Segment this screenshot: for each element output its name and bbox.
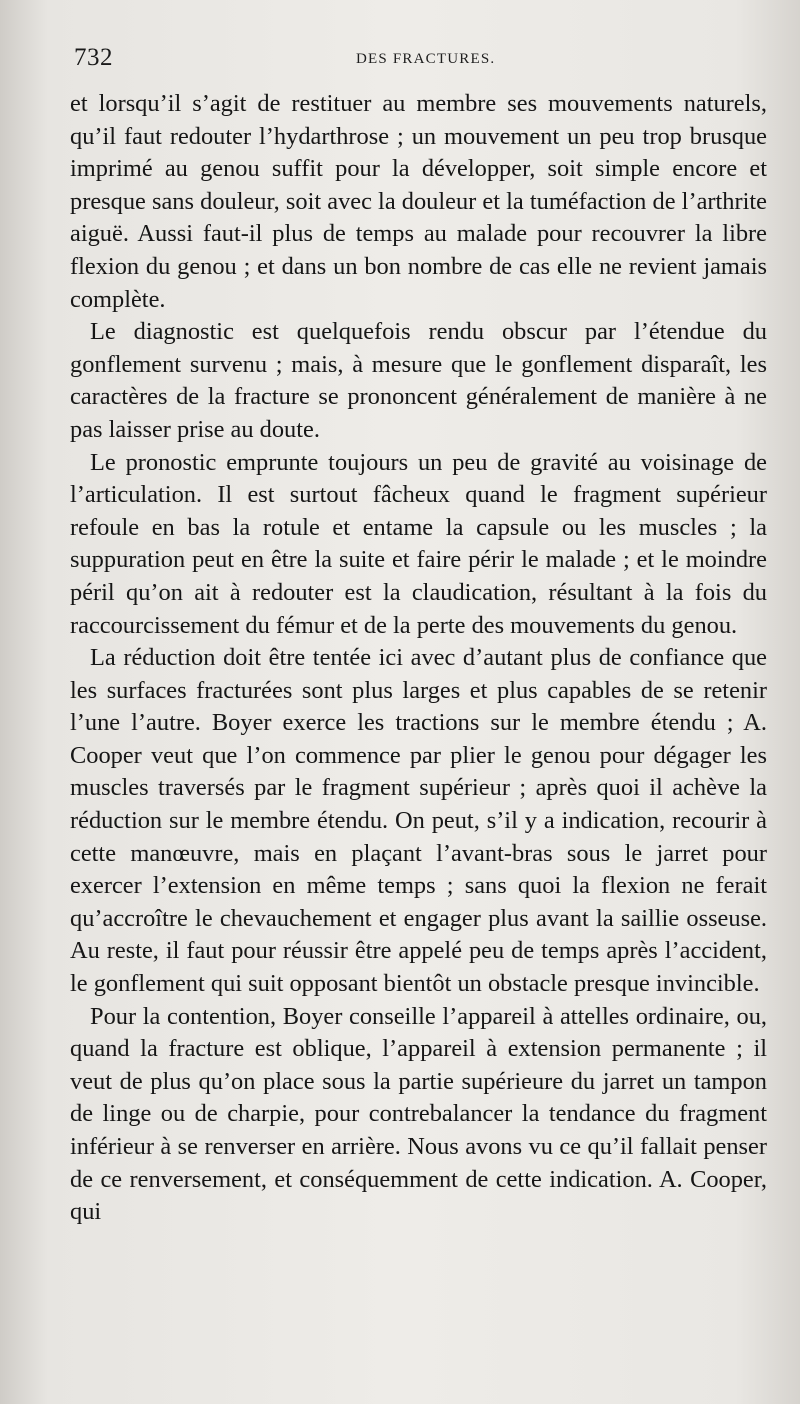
page-header bbox=[74, 42, 764, 76]
body-text bbox=[70, 88, 767, 1229]
paragraph: Le pronostic emprunte toujours un peu de gravité au voisinage de l’articulation. Il est surtout fâcheux quand le fragment supérieur refoule en bas la rotule et entame la capsule ou les muscles ; la suppuration peut en être la suite et faire périr le malade ; et le moindre péril qu’on ait à redouter est la claudication, résultant à la fois du raccourcissement du fémur et de la perte des mouvements du genou. bbox=[70, 448, 767, 639]
paragraph: Pour la contention, Boyer conseille l’appareil à attelles ordinaire, ou, quand la fracture est oblique, l’appareil à extension permanente ; il veut de plus qu’on place sous la partie supérieure du jarret un tampon de linge ou de charpie, pour contrebalancer la tendance du fragment inférieur à se renverser en arrière. Nous avons vu ce qu’il fallait penser de ce renversement, et conséquemment de cette indication. A. Cooper, qui bbox=[70, 1002, 767, 1226]
paragraph: Le diagnostic est quelquefois rendu obscur par l’étendue du gonflement survenu ; mais, à mesure que le gonflement disparaît, les caractères de la fracture se prononcent généralement de manière à ne pas laisser prise au doute. bbox=[70, 318, 767, 443]
page-number: 732 bbox=[74, 44, 113, 71]
paragraph: et lorsqu’il s’agit de restituer au membre ses mouvements naturels, qu’il faut redouter l’hydarthrose ; un mouvement un peu trop brusque imprimé au genou suffit pour la développer, soit simple encore et presque sans douleur, soit avec la douleur et la tuméfaction de l’arthrite aiguë. Aussi faut-il plus de temps au malade pour recouvrer la libre flexion du genou ; et dans un bon nombre de cas elle ne revient jamais complète. bbox=[70, 90, 767, 313]
running-head: DES FRACTURES. bbox=[356, 51, 496, 67]
paragraph: La réduction doit être tentée ici avec d’autant plus de confiance que les surfaces fracturées sont plus larges et plus capables de se retenir l’une l’autre. Boyer exerce les tractions sur le membre étendu ; A. Cooper veut que l’on commence par plier le genou pour dégager les muscles traversés par le fragment supérieur ; après quoi il achève la réduction sur le membre étendu. On peut, s’il y a indication, recourir à cette manœuvre, mais en plaçant l’avant-bras sous le jarret pour exercer l’extension en même temps ; sans quoi la flexion ne ferait qu’accroître le chevauchement et engager plus avant la saillie osseuse. Au reste, il faut pour réussir être appelé peu de temps après l’accident, le gonflement qui suit opposant bientôt un obstacle presque invincible. bbox=[70, 644, 767, 998]
